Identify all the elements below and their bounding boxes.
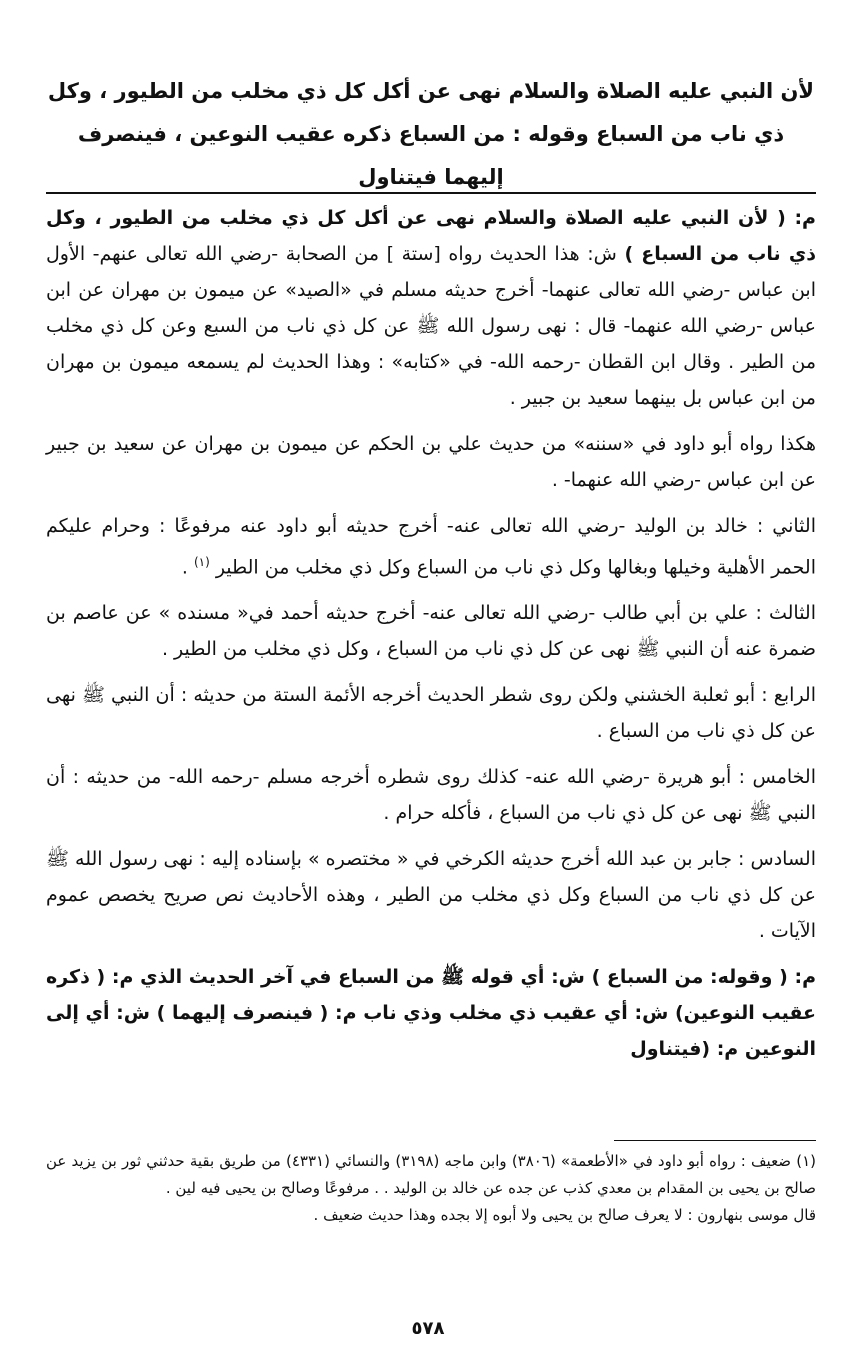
commentary bbox=[46, 200, 816, 1071]
footnote-1: (١) ضعيف : رواه أبو داود في «الأطعمة» (٣٨٠٦) وابن ماجه (٣١٩٨) والنسائي (٤٣٣١) من طريق بقية حدثني ثور بن يزيد عن صالح بن يحيى بن المقدام بن معدي كذب عن جده عن خالد بن الوليد . . مرفوعًا وصالح بن يحيى فيه لين . bbox=[46, 1152, 816, 1197]
footnote-1-continuation: قال موسى بنهارون : لا يعرف صالح بن يحيى ولا أبوه إلا بجده وهذا حديث ضعيف . bbox=[313, 1206, 816, 1224]
commentary-paragraph-7: السادس : جابر بن عبد الله أخرج حديثه الكرخي في « مختصره » بإسناده إليه : نهى رسول الله ﷺ عن كل ذي ناب من السباع وكل ذي مخلب من الطير ، وهذه الأحاديث نص صريح يخصص عموم الآيات . bbox=[46, 848, 816, 943]
matn-text bbox=[46, 70, 816, 199]
commentary-text: . bbox=[181, 556, 194, 579]
matn-paragraph: لأن النبي عليه الصلاة والسلام نهى عن أكل كل ذي مخلب من الطيور ، وكل ذي ناب من السباع وقوله : من السباع ذكره عقيب النوعين ، فينصرف إليهما فيتناول bbox=[47, 79, 815, 189]
footnote-marker: (١) bbox=[193, 555, 210, 569]
commentary-paragraph-8: م: ( وقوله: من السباع ) ش: أي قوله ﷺ من السباع في آخر الحديث الذي م: ( ذكره عقيب النوعين) ش: أي عقيب ذي مخلب وذي ناب م: ( فينصرف إليهما ) ش: أي إلى النوعين م: (فيتناول bbox=[46, 966, 816, 1061]
matn-separator-line bbox=[46, 192, 816, 194]
commentary-paragraph-1 bbox=[46, 200, 816, 416]
page-number: ٥٧٨ bbox=[411, 1318, 445, 1339]
commentary-paragraph-2: هكذا رواه أبو داود في «سننه» من حديث علي بن الحكم عن ميمون بن مهران عن سعيد بن جبير عن ابن عباس -رضي الله عنهما- . bbox=[46, 433, 816, 491]
footnote-separator-line bbox=[614, 1140, 816, 1141]
commentary-paragraph-6: الخامس : أبو هريرة -رضي الله عنه- كذلك روى شطره أخرجه مسلم -رحمه الله- من حديثه : أن النبي ﷺ نهى عن كل ذي ناب من السباع ، فأكله حرام . bbox=[46, 766, 816, 825]
quoted-matn: م: ( لأن النبي عليه الصلاة والسلام نهى عن أكل كل ذي مخلب من الطيور ، وكل ذي ناب من السباع ) bbox=[46, 207, 816, 265]
commentary-paragraph-4: الثالث : علي بن أبي طالب -رضي الله تعالى عنه- أخرج حديثه أحمد في« مسنده » عن عاصم بن ضمرة عنه أن النبي ﷺ نهى عن كل ذي ناب من السباع ، وكل ذي مخلب من الطير . bbox=[46, 602, 816, 661]
commentary-paragraph-3 bbox=[46, 508, 816, 585]
commentary-text: الثاني : خالد بن الوليد -رضي الله تعالى عنه- أخرج حديثه أبو داود عنه مرفوعًا : وحرام عليكم الحمر الأهلية وخيلها وبغالها وكل ذي ناب من السباع وكل ذي مخلب من الطير bbox=[46, 515, 816, 579]
footnotes bbox=[46, 1148, 816, 1229]
commentary-text: ش: هذا الحديث رواه [ستة ] من الصحابة -رضي الله تعالى عنهم- الأول ابن عباس -رضي الله تعالى عنهما- أخرج حديثه مسلم في «الصيد» عن ميمون بن مهران عن ابن عباس -رضي الله عنهما- قال : نهى رسول الله ﷺ عن كل ذي ناب من السبع وعن كل ذي مخلب من الطير . وقال ابن القطان -رحمه الله- في «كتابه» : وهذا الحديث لم يسمعه ميمون بن مهران من ابن عباس بل بينهما سعيد بن جبير . bbox=[46, 243, 816, 409]
commentary-paragraph-5: الرابع : أبو ثعلبة الخشني ولكن روى شطر الحديث أخرجه الأئمة الستة من حديثه : أن النبي ﷺ نهى عن كل ذي ناب من السباع . bbox=[46, 684, 816, 743]
